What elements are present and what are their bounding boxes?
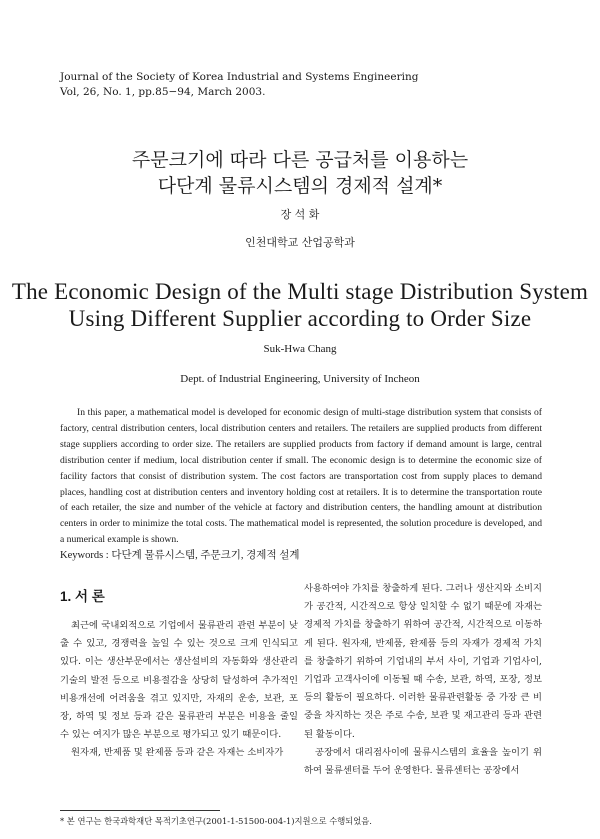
abstract: In this paper, a mathematical model is developed for economic design of multi-stage distribution system that consists of factory, central distribution centers, local distribution centers and retailers. The retailers are supplied products from different stage suppliers according to order size. The retailers are supplied products from factory if demand amount is large, central distribution center if medium, local distribution center if small. The economic design is to determine the economic size of facility factors that consist of distribution system. The cost factors are transportation cost from supply places to demand places, handling cost at distribution centers and inventory holding cost at retailers. It is to determine the transportation route of each retailer, the size and number of the vehicle at factory and distribution centers, the handling amount at distribution centers in order to minimize the total costs. The mathematical model is represented, the solution procedure is developed, and a numerical example is shown. [60, 407, 542, 546]
journal-name: Journal of the Society of Korea Industrial and Systems Engineering [60, 71, 419, 83]
english-affiliation: Dept. of Industrial Engineering, University of Incheon [180, 373, 420, 385]
korean-title-line-1: 주문크기에 따라 다른 공급처를 이용하는 [131, 149, 469, 171]
footnote: * 본 연구는 한국과학재단 목적기초연구(2001-1-51500-004-1)지원으로 수행되었음. [60, 816, 372, 826]
paragraph: 공장에서 대리점사이에 물류시스템의 효율을 높이기 위하여 물류센터를 두어 운영한다. 물류센터는 공장에서 [304, 746, 542, 777]
korean-title-line-2: 다단계 물류시스템의 경제적 설계* [157, 175, 443, 197]
paragraph: 최근에 국내외적으로 기업에서 물류관리 관련 부분이 낮출 수 있고, 경쟁력을 높일 수 있는 것으로 크게 인식되고 있다. 이는 생산부문에서는 생산설비의 자동화와 생산관리 기술의 발전 등으로 비용절감을 상당히 달성하여 추가적인 비용개선에 어려움을 겪고 있지만, 자재의 운송, 보관, 포장, 하역 및 정보 등과 같은 물류관리 부분은 비용을 줄일 수 있는 여지가 많은 부분으로 평가되고 있기 때문이다. [60, 620, 298, 741]
keywords: Keywords : 다단계 물류시스템, 주문크기, 경제적 설계 [60, 550, 300, 561]
footnote-rule [60, 810, 220, 811]
english-author: Suk-Hwa Chang [263, 343, 337, 355]
left-column [60, 586, 298, 763]
journal-header [60, 70, 418, 100]
english-title-line-2: Using Different Supplier according to Order Size [68, 306, 532, 331]
paragraph: 사용하여야 가치를 창출하게 된다. 그러나 생산지와 소비지가 공간적, 시간적으로 항상 일치할 수 없기 때문에 자재는 경제적 가치를 창출하기 위하여 공간적, 시간적으로 이동하게 된다. 원자재, 반제품, 완제품 등의 자재가 경제적 가치를 창출하기 위하여 기업내의 부서 사이, 기업과 기업사이, 기업과 고객사이에 이동될 때 수송, 보관, 하역, 포장, 정보 등의 활동이 필요하다. 이러한 물류관련활동 중 가장 큰 비중을 차지하는 것은 주로 수송, 보관 및 재고관리 등과 관련된 활동이다. [304, 583, 542, 740]
right-column [304, 580, 542, 780]
korean-author: 장 석 화 [280, 208, 320, 221]
section-heading: 1. 서 론 [60, 589, 105, 604]
paragraph: 원자재, 반제품 및 완제품 등과 같은 자재는 소비자가 [71, 747, 284, 759]
journal-volume: Vol, 26, No. 1, pp.85−94, March 2003. [60, 86, 266, 98]
korean-affiliation: 인천대학교 산업공학과 [245, 236, 355, 249]
english-title-line-1: The Economic Design of the Multi stage Distribution System [11, 279, 589, 304]
